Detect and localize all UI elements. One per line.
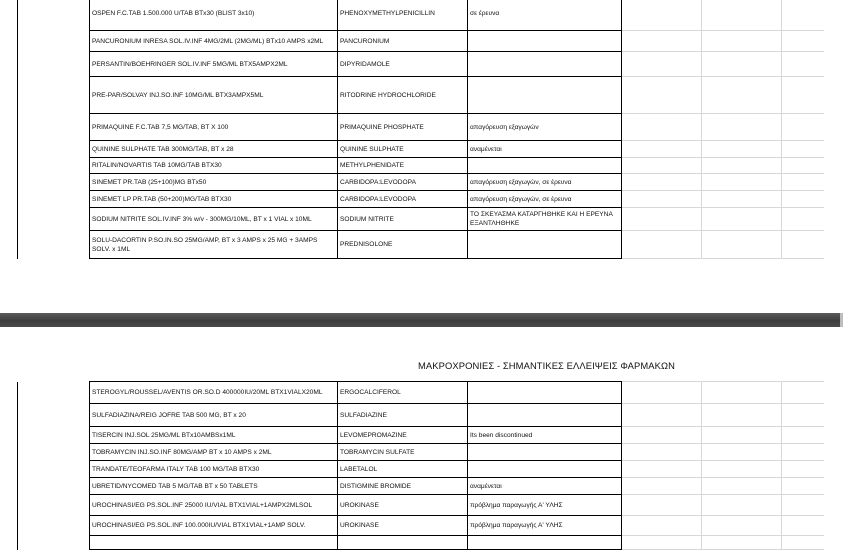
empty-grid-cell (622, 536, 702, 550)
product-cell: TISERCIN INJ.SOL 25MG/ML BTx10AMBSx1ML (90, 427, 338, 444)
shortage-table-2 (17, 381, 824, 550)
status-cell (468, 158, 622, 174)
row-gutter-cell (18, 444, 90, 461)
substance-cell: UROKINASE (338, 495, 468, 516)
empty-grid-cell (622, 478, 702, 495)
empty-grid-cell (622, 444, 702, 461)
empty-grid-cell (782, 114, 824, 141)
empty-grid-cell (622, 461, 702, 478)
row-gutter-cell (18, 495, 90, 516)
product-cell: PANCURONIUM INRESA SOL.IV.INF 4MG/2ML (2MG/ML) BTx10 AMPS x2ML (90, 31, 338, 52)
empty-grid-cell (702, 52, 782, 77)
empty-grid-cell (622, 158, 702, 174)
empty-grid-cell (782, 31, 824, 52)
status-cell: αναμένεται (468, 478, 622, 495)
table-row (18, 382, 824, 404)
empty-grid-cell (622, 495, 702, 516)
row-gutter-cell (18, 461, 90, 478)
table-row (18, 231, 824, 259)
table-row (18, 461, 824, 478)
status-cell: Its been discontinued (468, 427, 622, 444)
empty-grid-cell (782, 404, 824, 427)
product-cell: TOBRAMYCIN INJ.SO.INF 80MG/AMP BT x 10 AMPS x 2ML (90, 444, 338, 461)
product-cell: OSPEN F.C.TAB 1.500.000 U/TAB BTx30 (BLIST 3x10) (90, 0, 338, 31)
status-cell (468, 461, 622, 478)
product-cell (90, 536, 338, 550)
status-cell (468, 77, 622, 114)
empty-grid-cell (782, 382, 824, 404)
empty-grid-cell (782, 516, 824, 536)
empty-grid-cell (702, 404, 782, 427)
substance-cell: CARBIDOPA:LEVODOPA (338, 174, 468, 191)
shortage-table-1 (17, 0, 824, 259)
empty-grid-cell (782, 0, 824, 31)
row-gutter-cell (18, 536, 90, 550)
table-row (18, 404, 824, 427)
status-cell: αναμένεται (468, 141, 622, 158)
empty-grid-cell (702, 114, 782, 141)
row-gutter-cell (18, 77, 90, 114)
empty-grid-cell (622, 114, 702, 141)
substance-cell: METHYLPHENIDATE (338, 158, 468, 174)
substance-cell: SODIUM NITRITE (338, 208, 468, 231)
empty-grid-cell (622, 31, 702, 52)
row-gutter-cell (18, 52, 90, 77)
empty-grid-cell (702, 141, 782, 158)
substance-cell: LABETALOL (338, 461, 468, 478)
product-cell: SODIUM NITRITE SOL.IV.INF 3% w/v - 300MG/10ML, BT x 1 VIAL x 10ML (90, 208, 338, 231)
status-cell (468, 31, 622, 52)
empty-grid-cell (702, 444, 782, 461)
status-cell (468, 536, 622, 550)
row-gutter-cell (18, 208, 90, 231)
substance-cell: LEVOMEPROMAZINE (338, 427, 468, 444)
status-cell (468, 444, 622, 461)
empty-grid-cell (622, 231, 702, 259)
row-gutter-cell (18, 404, 90, 427)
page-separator (0, 313, 843, 327)
substance-cell: PHENOXYMETHYLPENICILLIN (338, 0, 468, 31)
substance-cell (338, 536, 468, 550)
empty-grid-cell (622, 174, 702, 191)
empty-grid-cell (702, 382, 782, 404)
empty-grid-cell (622, 516, 702, 536)
row-gutter-cell (18, 478, 90, 495)
status-cell: πρόβλημα παραγωγής Α' ΥΛΗΣ (468, 516, 622, 536)
empty-grid-cell (782, 208, 824, 231)
empty-grid-cell (782, 444, 824, 461)
row-gutter-cell (18, 516, 90, 536)
row-gutter-cell (18, 114, 90, 141)
table-row (18, 495, 824, 516)
row-gutter-cell (18, 31, 90, 52)
table-row (18, 52, 824, 77)
substance-cell: PREDNISOLONE (338, 231, 468, 259)
empty-grid-cell (702, 158, 782, 174)
empty-grid-cell (622, 382, 702, 404)
empty-grid-cell (622, 0, 702, 31)
status-cell (468, 382, 622, 404)
table-row (18, 536, 824, 550)
empty-grid-cell (702, 0, 782, 31)
substance-cell: TOBRAMYCIN SULFATE (338, 444, 468, 461)
product-cell: QUININE SULPHATE TAB 300MG/TAB, BT x 28 (90, 141, 338, 158)
product-cell: STEROGYL/ROUSSEL/AVENTIS OR.SO.D 400000IU/20ML BTX1VIALX20ML (90, 382, 338, 404)
product-cell: SOLU-DACORTIN P.SO.IN.SO 25MG/AMP, BT x 3 AMPS x 25 MG + 3AMPS SOLV. x 1ML (90, 231, 338, 259)
substance-cell: PANCURONIUM (338, 31, 468, 52)
empty-grid-cell (622, 208, 702, 231)
row-gutter-cell (18, 141, 90, 158)
substance-cell: ERGOCALCIFEROL (338, 382, 468, 404)
substance-cell: UROKINASE (338, 516, 468, 536)
empty-grid-cell (782, 158, 824, 174)
product-cell: RITALIN/NOVARTIS TAB 10MG/TAB BTX30 (90, 158, 338, 174)
row-gutter-cell (18, 231, 90, 259)
status-cell (468, 52, 622, 77)
status-cell: πρόβλημα παραγωγής Α' ΥΛΗΣ (468, 495, 622, 516)
row-gutter-cell (18, 427, 90, 444)
empty-grid-cell (782, 461, 824, 478)
table-row (18, 0, 824, 31)
empty-grid-cell (782, 174, 824, 191)
product-cell: PERSANTIN/BOEHRINGER SOL.IV.INF 5MG/ML BTX5AMPX2ML (90, 52, 338, 77)
status-cell: σε έρευνα (468, 0, 622, 31)
empty-grid-cell (782, 141, 824, 158)
empty-grid-cell (782, 495, 824, 516)
empty-grid-cell (782, 231, 824, 259)
row-gutter-cell (18, 0, 90, 31)
empty-grid-cell (702, 427, 782, 444)
table-row (18, 114, 824, 141)
substance-cell: RITODRINE HYDROCHLORIDE (338, 77, 468, 114)
table-row (18, 77, 824, 114)
empty-grid-cell (622, 77, 702, 114)
row-gutter-cell (18, 191, 90, 208)
empty-grid-cell (622, 52, 702, 77)
empty-grid-cell (702, 461, 782, 478)
empty-grid-cell (782, 536, 824, 550)
empty-grid-cell (782, 478, 824, 495)
empty-grid-cell (782, 427, 824, 444)
empty-grid-cell (702, 77, 782, 114)
table-row (18, 158, 824, 174)
substance-cell: DIPYRIDAMOLE (338, 52, 468, 77)
empty-grid-cell (702, 516, 782, 536)
empty-grid-cell (702, 495, 782, 516)
empty-grid-cell (702, 174, 782, 191)
empty-grid-cell (622, 427, 702, 444)
table-row (18, 478, 824, 495)
status-cell (468, 231, 622, 259)
empty-grid-cell (622, 404, 702, 427)
status-cell: απαγόρευση εξαγωγών (468, 114, 622, 141)
empty-grid-cell (702, 478, 782, 495)
row-gutter-cell (18, 158, 90, 174)
table-row (18, 444, 824, 461)
status-cell (468, 404, 622, 427)
status-cell: απαγόρευση εξαγωγών, σε έρευνα (468, 191, 622, 208)
table-row (18, 427, 824, 444)
product-cell: PRIMAQUINE F.C.TAB 7,5 MG/TAB, BT X 100 (90, 114, 338, 141)
product-cell: UROCHINASI/EG PS.SOL.INF 100.000IU/VIAL BTX1VIAL+1AMP SOLV. (90, 516, 338, 536)
empty-grid-cell (622, 141, 702, 158)
empty-grid-cell (782, 77, 824, 114)
empty-grid-cell (702, 536, 782, 550)
table-row (18, 516, 824, 536)
empty-grid-cell (702, 208, 782, 231)
status-cell: ΤΟ ΣΚΕΥΑΣΜΑ ΚΑΤΑΡΓΗΘΗΚΕ ΚΑΙ Η ΕΡΕΥΝΑ ΕΞΑΝΤΛΗΘΗΚΕ (468, 208, 622, 231)
empty-grid-cell (702, 231, 782, 259)
substance-cell: DISTIGMINE BROMIDE (338, 478, 468, 495)
table-row (18, 191, 824, 208)
product-cell: TRANDATE/TEOFARMA ITALY TAB 100 MG/TAB BTX30 (90, 461, 338, 478)
status-cell: απαγόρευση εξαγωγών, σε έρευνα (468, 174, 622, 191)
row-gutter-cell (18, 174, 90, 191)
empty-grid-cell (782, 52, 824, 77)
table-row (18, 208, 824, 231)
row-gutter-cell (18, 382, 90, 404)
product-cell: UROCHINASI/EG PS.SOL.INF 25000 IU/VIAL BTX1VIAL+1AMPX2MLSOL (90, 495, 338, 516)
substance-cell: SULFADIAZINE (338, 404, 468, 427)
table-row (18, 31, 824, 52)
section-title: ΜΑΚΡΟΧΡΟΝΙΕΣ - ΣΗΜΑΝΤΙΚΕΣ ΕΛΛΕΙΨΕΙΣ ΦΑΡΜΑΚΩΝ (418, 360, 675, 371)
empty-grid-cell (702, 31, 782, 52)
substance-cell: CARBIDOPA:LEVODOPA (338, 191, 468, 208)
product-cell: SINEMET PR.TAB (25+100)MG BTx50 (90, 174, 338, 191)
product-cell: UBRETID/NYCOMED TAB 5 MG/TAB BT x 50 TABLETS (90, 478, 338, 495)
substance-cell: QUININE SULPHATE (338, 141, 468, 158)
table-row (18, 141, 824, 158)
product-cell: SULFADIAZINA/REIG JOFRE TAB 500 MG, BT x 20 (90, 404, 338, 427)
table-row (18, 174, 824, 191)
product-cell: SINEMET LP PR.TAB (50+200)MG/TAB BTX30 (90, 191, 338, 208)
substance-cell: PRIMAQUINE PHOSPHATE (338, 114, 468, 141)
product-cell: PRE-PAR/SOLVAY INJ.SO.INF 10MG/ML BTX3AMPX5ML (90, 77, 338, 114)
empty-grid-cell (622, 191, 702, 208)
empty-grid-cell (702, 191, 782, 208)
empty-grid-cell (782, 191, 824, 208)
